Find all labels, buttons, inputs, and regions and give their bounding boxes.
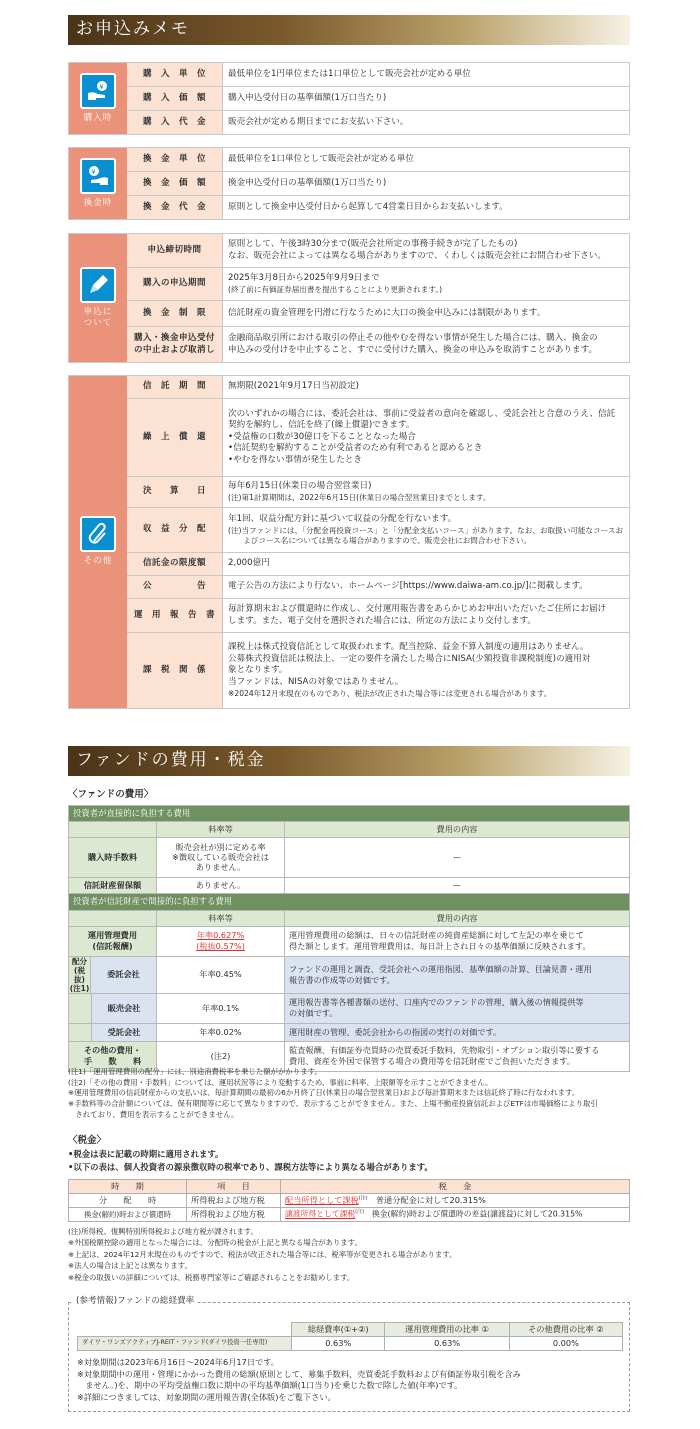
row-value: 2,000億円 xyxy=(228,558,270,569)
ref-note: ※対象期間中の運用・管理にかかった費用の総額(原則として、募集手数料、売買委託手数料および有価証券取引税を含み xyxy=(77,1368,521,1379)
ref-note: ※詳細につきましては、対象期間の運用報告書(全体版)をご覧下さい。 xyxy=(77,1391,336,1402)
row-value: 信託財産の資金管理を円滑に行なうために大口の換金申込みには制限があります。 xyxy=(228,307,546,318)
tax-note-mark: (注) xyxy=(355,1209,365,1216)
ref-title: (参考情報)ファンドの総経費率 xyxy=(73,1296,197,1308)
split-label: 配分 xyxy=(72,956,87,966)
section-banner-fees xyxy=(68,746,630,776)
row-value-2: (終了前に有価証券届出書を提出することにより更新されます。) xyxy=(228,284,443,294)
sell-side xyxy=(69,148,127,219)
ref-notes xyxy=(77,1357,521,1404)
row-label: 購 入 単 位 xyxy=(127,63,223,86)
tax-note: ※税金の取扱いの詳細については、税務専門家等にご確認されることをお勧めします。 xyxy=(68,1272,355,1282)
buy-hand-icon xyxy=(80,73,116,109)
row-label-2: の中止および取消し xyxy=(133,344,215,355)
tax-cell: 所得税および地方税 xyxy=(187,1208,281,1222)
row-label: 申込締切時間 xyxy=(127,234,223,267)
tax-note: ※上記は、2024年12月末現在のものですので、税法が改正された場合等には、税率等が変更される場合があります。 xyxy=(68,1249,457,1259)
paperclip-icon xyxy=(80,516,116,552)
tax-type: 譲渡所得として課税 xyxy=(285,1209,356,1219)
buy-fee-rate: 販売会社が別に定める率 xyxy=(175,842,266,853)
tax-type: 配当所得として課税 xyxy=(285,1195,359,1206)
svg-text:¥: ¥ xyxy=(91,167,97,176)
apply-side xyxy=(69,234,127,362)
buy-side xyxy=(69,63,127,134)
row-value-2: なお、販売会社によっては異なる場合がありますので、くわしくは販売会社にお問合わせ下さい。 xyxy=(228,250,606,261)
mgmt-label-2: (信託報酬) xyxy=(92,941,133,952)
mgmt-rate: 年率0.627% xyxy=(196,930,245,941)
row-value: 年1回、収益分配方針に基づいて収益の分配を行ないます。 xyxy=(228,513,457,524)
svg-text:¥: ¥ xyxy=(99,82,105,91)
tax-bullet: •税金は表に記載の時期に適用されます。 xyxy=(68,1149,224,1159)
tax-cell: 所得税および地方税 xyxy=(187,1194,281,1208)
pen-icon xyxy=(80,267,116,303)
row-note: ※2024年12月末現在のものであり、税法が改正された場合等には変更される場合があります。 xyxy=(228,688,552,698)
buy-fee-rate: ありません。 xyxy=(195,861,246,872)
row-value: 最低単位を1口単位として販売会社が定める単位 xyxy=(228,153,414,164)
row-label: 購 入 代 金 xyxy=(127,111,223,134)
dist-rate: 年率0.02% xyxy=(157,1023,285,1041)
mgmt-content: 得た額とします。運用管理費用は、毎日計上され日々の基準価額に反映されます。 xyxy=(289,941,591,952)
mgmt-content: 運用管理費用の総額は、日々の信託財産の純資産総額に対して左記の率を乗じて xyxy=(289,930,584,941)
col-rate: 料率等 xyxy=(157,910,285,926)
tax-cell: 換金(解約)時および償還時 xyxy=(69,1208,187,1222)
row-note: よびコース名については異なる場合がありますので、販売会社にお問合わせ下さい。 xyxy=(228,535,532,545)
row-label: 換 金 制 限 xyxy=(127,301,223,326)
buy-fee-rate: ※徴収している販売会社は xyxy=(172,851,269,862)
ref-note: ※対象期間は2023年6月16日～2024年6月17日です。 xyxy=(77,1357,279,1367)
fee-table xyxy=(68,805,630,1072)
tax-cell: 普通分配金に対して20.315% xyxy=(375,1195,486,1206)
dist-name: 委託会社 xyxy=(91,957,156,993)
tax-table xyxy=(68,1179,630,1222)
row-value: します。また、電子交付を選択された場合には、所定の方法により交付します。 xyxy=(228,615,537,626)
ref-col: 運用管理費用の比率 ① xyxy=(385,1323,509,1337)
fee-heading: 〈ファンドの費用〉 xyxy=(68,789,154,800)
row-value: 原則として換金申込受付日から起算して4営業日目からお支払いします。 xyxy=(228,201,508,212)
row-label: 公 告 xyxy=(127,576,223,598)
mgmt-label: 運用管理費用 xyxy=(87,930,138,941)
row-value: 金融商品取引所における取引の停止その他やむを得ない事情が発生した場合には、購入、換金の xyxy=(228,332,598,343)
mgmt-rate-ex: (税抜0.57%) xyxy=(196,941,245,952)
row-value: 最低単位を1円単位または1口単位として販売会社が定める単位 xyxy=(228,68,471,79)
dist-content: 運用財産の管理、委託会社からの指図の実行の対価です。 xyxy=(285,1023,630,1041)
exchange-hand-icon xyxy=(80,158,116,194)
row-label: 信託金の限度額 xyxy=(127,553,223,575)
dist-content: の対価です。 xyxy=(289,1008,338,1019)
buy-side-label: 購入時 xyxy=(83,112,113,123)
tax-bullet: •以下の表は、個人投資者の源泉徴収時の税率であり、課税方法等により異なる場合があります。 xyxy=(68,1162,433,1173)
row-value: 象となります。 xyxy=(228,665,288,676)
dist-rate: 年率0.1% xyxy=(157,993,285,1023)
dist-name: 販売会社 xyxy=(91,994,156,1023)
direct-title: 投資者が直接的に負担する費用 xyxy=(69,806,630,822)
col-content: 費用の内容 xyxy=(285,910,630,926)
row-label: 繰 上 償 還 xyxy=(127,399,223,476)
row-label: 収 益 分 配 xyxy=(127,508,223,552)
tax-col: 項 目 xyxy=(187,1180,281,1194)
other-block xyxy=(68,375,630,709)
dist-content: 運用報告書等各種書類の送付、口座内でのファンドの管理、購入後の情報提供等 xyxy=(289,997,584,1008)
row-label: 換 金 単 位 xyxy=(127,148,223,171)
tax-note: ※法人の場合は上記とは異なります。 xyxy=(68,1261,192,1271)
row-value: 課税上は株式投資信託として取扱われます。配当控除、益金不算入制度の適用はありません。 xyxy=(228,642,589,653)
row-note: (注)第1計算期間は、2022年6月15日(休業日の場合翌営業日)までとします。 xyxy=(228,492,491,502)
ref-table xyxy=(77,1322,623,1351)
tax-cell: 換金(解約)時および償還時の差益(譲渡益)に対して20.315% xyxy=(371,1209,583,1219)
fee-note: されており、費用を表示することができません。 xyxy=(68,1109,239,1119)
other-fee-content: 監査報酬、有価証券売買時の売買委託手数料、先物取引・オプション取引等に要する xyxy=(289,1045,600,1056)
buy-block xyxy=(68,62,630,135)
ref-note: ません。)を、期中の平均受益権口数に期中の平均基準価額(1口当り)を乗じた数で除した値(年率)です。 xyxy=(77,1380,463,1391)
fee-note: (注2)「その他の費用・手数料」については、運用状況等により変動するため、事前に料率、上限額等を示すことができません。 xyxy=(68,1077,493,1087)
apply-side-label-1: 申込に xyxy=(83,306,113,317)
ref-value: 0.63% xyxy=(292,1337,385,1351)
tax-col: 税 金 xyxy=(281,1180,630,1194)
sell-block xyxy=(68,147,630,220)
dist-rate: 年率0.45% xyxy=(157,956,285,993)
row-label: 課 税 関 係 xyxy=(127,633,223,708)
ref-col: その他費用の比率 ② xyxy=(509,1323,622,1337)
tax-note: ※外国税額控除の適用となった場合には、分配時の税金が上記と異なる場合があります。 xyxy=(68,1238,362,1248)
fee-note: ※運用管理費用の信託財産からの支払いは、毎計算期間の最初の6か月終了日(休業日の場合翌営業日)および毎計算期末または信託終了時に行なわれます。 xyxy=(68,1088,580,1098)
row-value: 換金申込受付日の基準価額(1万口当たり) xyxy=(228,177,387,188)
row-value: 購入申込受付日の基準価額(1万口当たり) xyxy=(228,92,387,103)
sell-side-label: 換金時 xyxy=(83,197,113,208)
row-value: •信託契約を解約することが受益者のため有利であると認めるとき xyxy=(228,443,483,454)
buy-fee-label: 購入時手数料 xyxy=(69,838,157,878)
tax-note-mark: (注) xyxy=(358,1195,368,1202)
col-rate: 料率等 xyxy=(157,822,285,838)
split-label: (税抜) xyxy=(74,965,85,984)
ref-col: 総経費率(①+②) xyxy=(292,1323,385,1337)
row-value: 毎年6月15日(休業日の場合翌営業日) xyxy=(228,481,372,492)
other-side-label: その他 xyxy=(83,556,113,567)
row-label: 決 算 日 xyxy=(127,477,223,507)
tax-col: 時 期 xyxy=(69,1180,187,1194)
row-label: 購入・換金申込受付 xyxy=(133,333,215,344)
row-value: 毎計算期末および償還時に作成し、交付運用報告書をあらかじめお申出いただいたご住所にお届け xyxy=(228,603,607,614)
row-label: 信 託 期 間 xyxy=(127,376,223,398)
row-label: 購 入 価 額 xyxy=(127,87,223,110)
ref-value: 0.63% xyxy=(385,1337,509,1351)
fee-note: (注1)「運用管理費用の配分」には、別途消費税率を乗じた額がかかります。 xyxy=(68,1067,322,1076)
reserve-label: 信託財産留保額 xyxy=(69,878,157,894)
other-side xyxy=(69,376,127,708)
row-label: 購入の申込期間 xyxy=(127,268,223,300)
dash: — xyxy=(285,878,630,894)
ref-fund-name: ダイワ・ワンズアクティブJ-REIT・ファンド(ダイワ投資一任専用) xyxy=(78,1337,292,1351)
row-label: 運 用 報 告 書 xyxy=(127,599,223,632)
row-value: •やむを得ない事情が発生したとき xyxy=(228,454,362,465)
row-value: •受益権の口数が30億口を下ることとなった場合 xyxy=(228,431,416,442)
dist-content: ファンドの運用と調査、受託会社への運用指図、基準価額の計算、目論見書・運用 xyxy=(289,963,592,974)
tax-note: (注)所得税、復興特別所得税および地方税が課されます。 xyxy=(68,1227,258,1236)
tax-cell: 分 配 時 xyxy=(69,1194,187,1208)
row-value: 販売会社が定める期日までにお支払い下さい。 xyxy=(228,116,409,127)
fee-notes xyxy=(68,1067,634,1121)
row-label: 換 金 代 金 xyxy=(127,196,223,219)
row-value: 電子公告の方法により行ない、ホームページ[https://www.daiwa-am.co.jp/]に掲載します。 xyxy=(228,581,588,592)
tax-heading: 〈税金〉 xyxy=(68,1135,107,1146)
dist-name: 受託会社 xyxy=(91,1024,156,1041)
row-value: 公募株式投資信託は税法上、一定の要件を満たした場合にNISA(少額投資非課税制度)の適用対 xyxy=(228,653,591,664)
reference-box xyxy=(68,1296,630,1412)
apply-side-label-2: ついて xyxy=(83,318,113,328)
row-value: 次のいずれかの場合には、委託会社は、事前に受益者の意向を確認し、受託会社と合意のうえ、信託 xyxy=(228,408,616,419)
row-note: (注)当ファンドには、「分配金再投資コース」と「分配金支払いコース」があります。なお、お取扱い可能なコースお xyxy=(228,525,624,535)
row-value: 2025年3月8日から2025年9月9日まで xyxy=(228,273,380,284)
section-banner-application xyxy=(68,15,630,45)
other-fee-content: 費用、資産を外国で保管する場合の費用等を信託財産でご負担いただきます。 xyxy=(289,1056,575,1067)
tax-bullets xyxy=(68,1148,634,1175)
row-label: 換 金 価 額 xyxy=(127,172,223,195)
row-value: 当ファンドは、NISAの対象ではありません。 xyxy=(228,676,404,687)
reserve-rate: ありません。 xyxy=(157,878,285,894)
ref-value: 0.00% xyxy=(509,1337,622,1351)
dist-content: 報告書の作成等の対価です。 xyxy=(289,974,395,985)
row-value-2: 申込みの受付けを中止すること、すでに受付けた購入、換金の申込みを取消すことがあります。 xyxy=(228,344,598,355)
other-fee-label-2: 手 数 料 xyxy=(83,1056,142,1067)
apply-block xyxy=(68,233,630,363)
row-value: 契約を解約し、信託を終了(繰上償還)できます。 xyxy=(228,420,415,431)
tax-notes xyxy=(68,1226,634,1283)
indirect-title: 投資者が信託財産で間接的に負担する費用 xyxy=(69,894,630,910)
other-fee-label: その他の費用・ xyxy=(83,1045,142,1056)
row-value: 原則として、午後3時30分まで(販売会社所定の事務手続きが完了したもの) xyxy=(228,238,518,249)
split-label: (注1) xyxy=(69,983,90,993)
other-fee-rate: (注2) xyxy=(157,1041,285,1071)
col-content: 費用の内容 xyxy=(285,822,630,838)
section-title: ファンドの費用・税金 xyxy=(76,750,266,770)
dash: — xyxy=(285,838,630,878)
section-title: お申込みメモ xyxy=(76,19,190,39)
fee-note: ※手数料等の合計額については、保有期間等に応じて異なりますので、表示することができません。また、上場不動産投資信託およびETFは市場価格により取引 xyxy=(68,1099,598,1109)
row-value: 無期限(2021年9月17日当初設定) xyxy=(228,381,359,392)
